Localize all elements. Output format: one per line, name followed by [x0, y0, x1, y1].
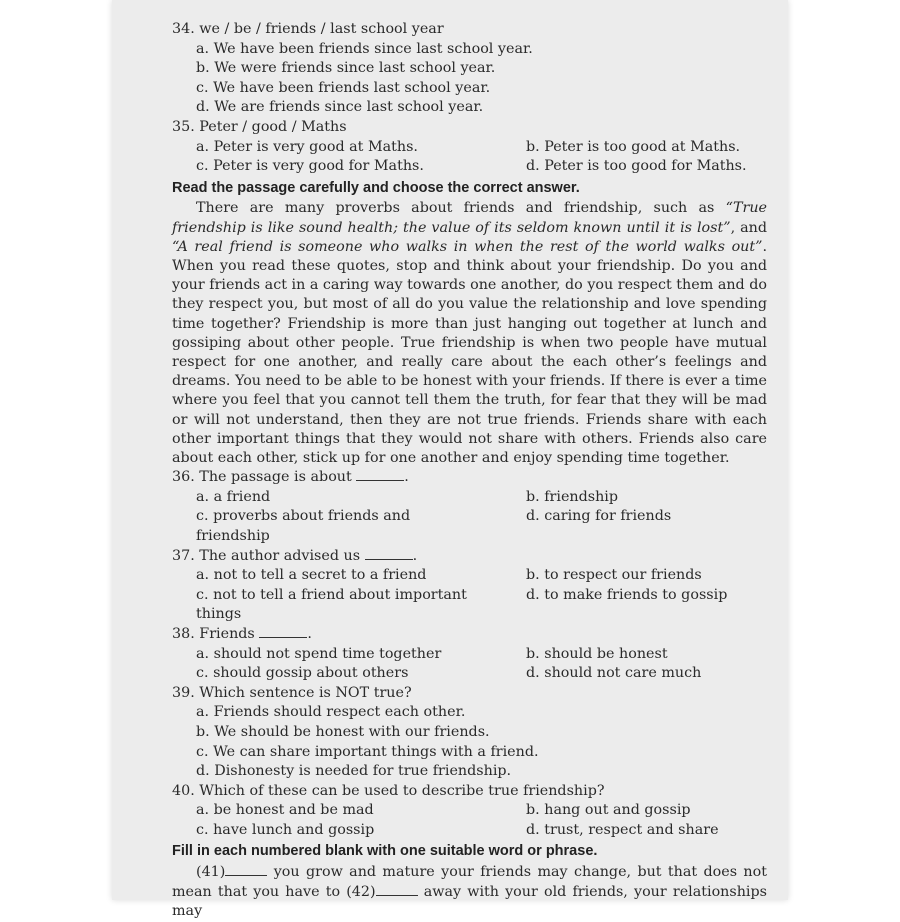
question-40 — [172, 782, 767, 841]
option-b: b. friendship — [526, 488, 619, 505]
option-c: c. have lunch and gossip — [196, 821, 375, 838]
proverb-quote-2: “A real friend is someone who walks in when the rest of the world walks out” — [172, 238, 763, 255]
passage-text-1: There are many proverbs about friends and friendship, such as — [196, 200, 726, 217]
question-stem: 35. Peter / good / Maths — [172, 118, 347, 135]
option-a: a. a friend — [196, 488, 271, 505]
option-d: d. trust, respect and share — [526, 821, 719, 838]
blank-number-41: (41) — [196, 864, 226, 881]
option-c: c. should gossip about others — [196, 665, 409, 682]
passage-text-3: . When you read these quotes, stop and think about your friendship. Do you and your friends act in a caring way towards one another, do you respect them and do they respect you, but most of all do you value the relationship and love spending time together? Friendship is more than just hanging out together at lunch and gossiping about other people. True friendship is when two people have mutual respect for one another, and really care about the each other’s feelings and dreams. You need to be able to be honest with your friends. If there is ever a time where you feel that you cannot tell them the truth, for fear that they will be mad or will not understand, then they are not true friends. Friends share with each other important things that they would not share with others. Friends also care about each other, stick up for one another and enjoy spending time together. — [172, 238, 768, 466]
option-c: c. proverbs about friends and friendship — [196, 508, 411, 544]
question-37 — [172, 547, 767, 625]
option-a: a. be honest and be mad — [196, 802, 374, 819]
question-38 — [172, 625, 767, 684]
question-stem-end: . — [404, 469, 409, 486]
question-stem-text: 37. The author advised us — [172, 547, 365, 564]
answer-blank — [225, 863, 267, 876]
question-36 — [172, 468, 767, 546]
section-heading-fill: Fill in each numbered blank with one suitable word or phrase. — [172, 843, 598, 860]
option-d: d. should not care much — [526, 665, 702, 682]
proverb-quote-1: “True friendship is like sound health; the value of its seldom known until it is lost” — [172, 200, 767, 236]
question-stem-end: . — [307, 625, 312, 642]
option-a: a. should not spend time together — [196, 645, 442, 662]
option-d: d. We are friends since last school year. — [196, 99, 484, 116]
answer-blank — [376, 883, 418, 896]
option-b: b. to respect our friends — [526, 567, 702, 584]
option-d: d. caring for friends — [526, 508, 672, 525]
option-c: c. Peter is very good for Maths. — [196, 158, 424, 175]
option-a: a. Friends should respect each other. — [196, 704, 466, 721]
question-35 — [172, 118, 767, 177]
option-d: d. to make friends to gossip — [526, 586, 728, 603]
option-a: a. not to tell a secret to a friend — [196, 567, 427, 584]
book-page — [112, 0, 788, 920]
question-stem: 40. Which of these can be used to describe true friendship? — [172, 782, 605, 799]
answer-blank — [356, 468, 404, 481]
fill-text-1: you grow and mature your friends may change, but that does not mean that you have to — [172, 864, 767, 900]
option-c: c. We have been friends last school year. — [196, 79, 491, 96]
option-b: b. We were friends since last school year. — [196, 60, 496, 77]
fill-text-2: away with your old friends, your relationships may — [172, 883, 767, 920]
option-d: d. Dishonesty is needed for true friendship. — [196, 763, 512, 780]
question-stem — [172, 625, 767, 645]
option-b: b. should be honest — [526, 645, 668, 662]
page-content — [172, 20, 767, 922]
blank-number-42: (42) — [346, 883, 376, 900]
option-d: d. Peter is too good for Maths. — [526, 158, 747, 175]
passage-text-2: , and — [730, 219, 767, 236]
option-b: b. Peter is too good at Maths. — [526, 138, 741, 155]
answer-blank — [365, 547, 413, 560]
question-stem-end: . — [412, 547, 418, 564]
option-c: c. not to tell a friend about important things — [196, 586, 467, 623]
question-39 — [172, 684, 767, 782]
question-stem: 39. Which sentence is NOT true? — [172, 684, 412, 701]
question-stem — [172, 547, 767, 567]
question-stem-text: 36. The passage is about — [172, 469, 357, 486]
option-a: a. We have been friends since last school year. — [196, 40, 533, 57]
option-a: a. Peter is very good at Maths. — [196, 138, 418, 155]
option-b: b. We should be honest with our friends. — [196, 723, 490, 740]
question-stem — [172, 468, 767, 488]
answer-blank — [259, 625, 307, 638]
option-b: b. hang out and gossip — [526, 802, 691, 819]
reading-passage — [172, 199, 767, 468]
section-heading-reading: Read the passage carefully and choose the correct answer. — [172, 179, 580, 196]
question-stem-text: 38. Friends — [172, 625, 260, 642]
fill-in-passage — [172, 863, 767, 922]
question-34 — [172, 20, 767, 118]
question-stem: 34. we / be / friends / last school year — [172, 21, 444, 37]
option-c: c. We can share important things with a friend. — [196, 743, 539, 760]
